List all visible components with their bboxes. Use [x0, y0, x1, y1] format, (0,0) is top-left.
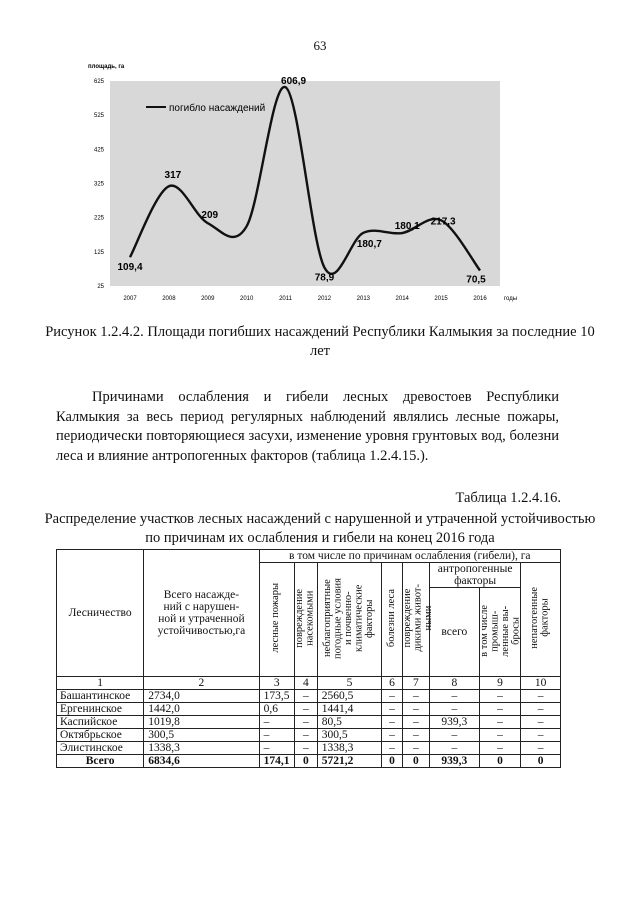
table-row: [57, 742, 561, 755]
value-cell: 7: [402, 677, 429, 690]
forestry-name-cell: Башантинское: [57, 690, 144, 703]
y-tick-labels: [94, 79, 105, 290]
header-nonanthropogenic: [521, 563, 561, 677]
value-cell: –: [521, 716, 561, 729]
value-cell: 2560,5: [317, 690, 381, 703]
y-tick-label: 325: [93, 181, 104, 188]
value-cell: 1338,3: [317, 742, 381, 755]
value-cell: –: [521, 729, 561, 742]
value-cell: –: [429, 690, 479, 703]
value-cell: 8: [429, 677, 479, 690]
value-cell: –: [294, 729, 317, 742]
point-label: 317: [164, 170, 182, 182]
forestry-name-cell: 1: [57, 677, 144, 690]
forestry-name-cell: Октябрьское: [57, 729, 144, 742]
value-cell: 300,5: [144, 729, 259, 742]
value-cell: –: [479, 716, 521, 729]
value-cell: 4: [294, 677, 317, 690]
value-cell: 0: [521, 755, 561, 768]
header-industrial: [479, 588, 521, 677]
value-cell: 3: [259, 677, 294, 690]
column-numbers-row: [57, 677, 561, 690]
header-causes-group: в том числе по причинам ослабления (гибели), га: [259, 550, 560, 563]
header-disease-label: болезни леса: [385, 588, 397, 648]
figure-caption: Рисунок 1.2.4.2. Площади погибших насаждений Республики Калмыкия за последние 10 лет: [45, 324, 595, 359]
value-cell: –: [402, 703, 429, 716]
value-cell: –: [382, 703, 403, 716]
value-cell: 5: [317, 677, 381, 690]
value-cell: 1338,3: [144, 742, 259, 755]
header-weather-label: неблагоприятные погодные условия и почвенно- климатические факторы: [322, 577, 376, 659]
value-cell: –: [294, 690, 317, 703]
value-cell: 6: [382, 677, 403, 690]
header-fires-label: лесные пожары: [270, 583, 282, 653]
value-cell: –: [479, 703, 521, 716]
value-cell: 0: [382, 755, 403, 768]
point-label: 209: [201, 210, 219, 222]
value-cell: 5721,2: [317, 755, 381, 768]
x-tick-label: 2011: [279, 296, 293, 302]
header-anthropogenic: антропогенные факторы: [429, 563, 520, 588]
x-tick-label: 2015: [434, 296, 448, 302]
table-row: [57, 690, 561, 703]
total-row: [57, 755, 561, 768]
value-cell: –: [521, 742, 561, 755]
y-tick-label: 425: [93, 147, 104, 154]
value-cell: –: [294, 703, 317, 716]
header-fires: [259, 563, 294, 677]
forestry-name-cell: Каспийское: [57, 716, 144, 729]
value-cell: –: [479, 690, 521, 703]
value-cell: –: [402, 716, 429, 729]
header-forestry: Лесничество: [57, 550, 144, 677]
legend-label: погибло насаждений: [169, 103, 266, 114]
data-table: [56, 549, 561, 768]
value-cell: –: [382, 729, 403, 742]
value-cell: 300,5: [317, 729, 381, 742]
value-cell: –: [429, 703, 479, 716]
x-tick-label: 2008: [162, 296, 176, 302]
value-cell: –: [402, 729, 429, 742]
value-cell: –: [259, 742, 294, 755]
value-cell: 174,1: [259, 755, 294, 768]
value-cell: –: [294, 716, 317, 729]
x-tick-label: 2010: [239, 296, 254, 302]
x-tick-label: 2014: [395, 296, 409, 302]
value-cell: 1019,8: [144, 716, 259, 729]
header-weather: [317, 563, 381, 677]
value-cell: –: [479, 742, 521, 755]
point-label: 606,9: [281, 76, 307, 88]
header-industrial-label: в том числе промыш- ленные вы- бросы: [478, 604, 522, 657]
value-cell: –: [521, 690, 561, 703]
y-tick-label: 25: [97, 284, 104, 290]
x-tick-labels: [123, 296, 487, 302]
x-tick-label: 2016: [473, 296, 487, 302]
value-cell: 6834,6: [144, 755, 259, 768]
table-title: Распределение участков лесных насаждений с нарушенной и утраченной устойчивостью по причинам их ослабления и гибели на конец 2016 года: [44, 511, 596, 546]
value-cell: –: [479, 729, 521, 742]
y-tick-label: 125: [93, 249, 104, 256]
value-cell: 10: [521, 677, 561, 690]
x-tick-label: 2013: [356, 296, 371, 302]
y-tick-label: 225: [93, 215, 104, 222]
forestry-name-cell: Ергенинское: [57, 703, 144, 716]
value-cell: 1442,0: [144, 703, 259, 716]
value-cell: –: [259, 716, 294, 729]
point-label: 180,7: [356, 238, 382, 250]
value-cell: –: [402, 690, 429, 703]
y-tick-label: 525: [93, 113, 104, 120]
value-cell: 0: [294, 755, 317, 768]
point-label: 70,5: [466, 274, 486, 286]
header-anthropogenic-total: всего: [429, 588, 479, 677]
point-label: 109,4: [117, 262, 143, 274]
value-cell: 2: [144, 677, 259, 690]
value-cell: 0: [479, 755, 521, 768]
body-paragraph: Причинами ослабления и гибели лесных древостоев Республики Калмыкия за весь период регулярных наблюдений являлись лесные пожары, периодически повторяющиеся засухи, изменение уровня грунтовых вод, болезни леса и влияние антропогенных факторов (таблица 1.2.4.15.).: [56, 389, 559, 464]
value-cell: 173,5: [259, 690, 294, 703]
value-cell: 939,3: [429, 755, 479, 768]
header-disease: [382, 563, 403, 677]
forestry-name-cell: Всего: [57, 755, 144, 768]
forestry-name-cell: Элистинское: [57, 742, 144, 755]
value-cell: 0,6: [259, 703, 294, 716]
table-row: [57, 703, 561, 716]
value-cell: –: [382, 690, 403, 703]
value-cell: –: [382, 716, 403, 729]
table-row: [57, 729, 561, 742]
table-number: Таблица 1.2.4.16.: [455, 490, 561, 506]
point-label: 180,1: [394, 221, 420, 233]
value-cell: –: [259, 729, 294, 742]
header-insects: [294, 563, 317, 677]
value-cell: 939,3: [429, 716, 479, 729]
value-cell: –: [521, 703, 561, 716]
value-cell: –: [429, 742, 479, 755]
point-label: 78,9: [314, 272, 335, 284]
value-cell: –: [382, 742, 403, 755]
point-label: 217,3: [430, 216, 456, 228]
value-cell: 1441,4: [317, 703, 381, 716]
value-cell: 2734,0: [144, 690, 259, 703]
page-number: 63: [313, 38, 327, 53]
header-animals: [401, 563, 434, 677]
value-cell: 0: [402, 755, 429, 768]
value-cell: –: [402, 742, 429, 755]
y-axis-label: площадь, га: [88, 64, 125, 70]
value-cell: –: [294, 742, 317, 755]
header-total-area: Всего насажде- ний с нарушен- ной и утраченной устойчивостью,га: [144, 550, 259, 677]
header-nonanthropogenic-label: непатогенные факторы: [529, 587, 551, 649]
value-cell: –: [429, 729, 479, 742]
y-tick-label: 625: [93, 79, 104, 85]
table-row: [57, 716, 561, 729]
x-tick-label: 2007: [123, 296, 137, 302]
line-chart: [68, 56, 518, 310]
x-tick-label: 2009: [201, 296, 215, 302]
value-cell: 9: [479, 677, 521, 690]
header-insects-label: повреждение насекомыми: [294, 588, 316, 648]
header-animals-label: повреждение дикими живот- ными: [401, 584, 434, 652]
x-tick-label: 2012: [317, 296, 332, 302]
value-cell: 80,5: [317, 716, 381, 729]
x-axis-label: годы: [504, 296, 518, 302]
